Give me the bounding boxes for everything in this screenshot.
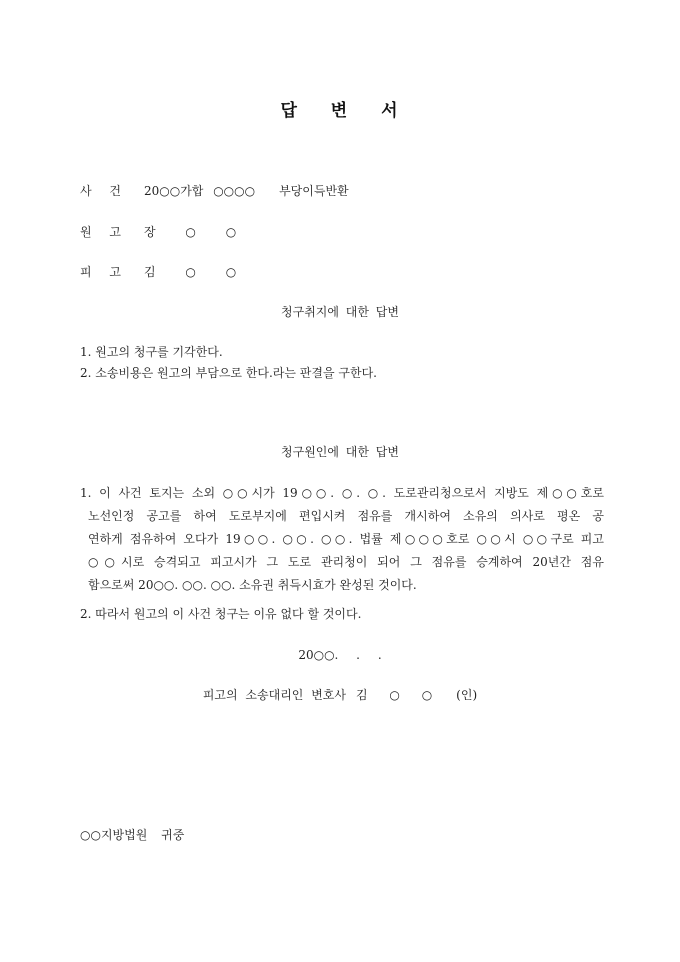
case-label: 사 건 xyxy=(80,184,121,198)
court-addressee: ○○지방법원 귀중 xyxy=(80,828,185,842)
case-number: 20○○가합 ○○○○ xyxy=(144,184,256,198)
signer-name: 김 ○ ○ xyxy=(356,688,433,702)
plaintiff-label: 원 고 xyxy=(80,225,121,239)
plaintiff-name: 장 ○ ○ xyxy=(144,225,237,239)
claim-purpose-item-1: 1. 원고의 청구를 기각한다. xyxy=(80,345,223,359)
signer-role: 피고의 소송대리인 변호사 xyxy=(202,688,346,702)
claim-purpose-heading: 청구취지에 대한 답변 xyxy=(281,305,399,319)
document-title: 답 변 서 xyxy=(280,101,400,121)
signature-line xyxy=(0,686,680,704)
defendant-name: 김 ○ ○ xyxy=(144,265,237,279)
paragraph-line: ○○시로 승격되고 피고시가 그 도로 관리청이 되어 그 점유를 승계하여 20년간 점유 xyxy=(88,555,604,569)
case-field xyxy=(80,182,349,200)
seal-mark: (인) xyxy=(456,688,478,702)
paragraph-line: 노선인정 공고를 하여 도로부지에 편입시켜 점유를 개시하여 소유의 의사로 평온 공 xyxy=(88,509,604,523)
defendant-field xyxy=(80,263,236,281)
claim-purpose-item-2: 2. 소송비용은 원고의 부담으로 한다.라는 판결을 구한다. xyxy=(80,366,377,380)
paragraph-line: 함으로써 20○○. ○○. ○○. 소유권 취득시효가 완성된 것이다. xyxy=(88,578,417,592)
claim-cause-heading: 청구원인에 대한 답변 xyxy=(281,445,399,459)
document-date: 20○○. . . xyxy=(298,648,382,662)
paragraph-line: 연하게 점유하여 오다가 19○○. ○○. ○○. 법률 제○○○호로 ○○시 ○○구로 피고 xyxy=(88,532,604,546)
paragraph-line: 1. 이 사건 토지는 소외 ○○시가 19○○. ○. ○. 도로관리청으로서 지방도 제○○호로 xyxy=(80,486,604,500)
defendant-label: 피 고 xyxy=(80,265,121,279)
plaintiff-field xyxy=(80,223,236,241)
claim-cause-item-2: 2. 따라서 원고의 이 사건 청구는 이유 없다 할 것이다. xyxy=(80,607,362,621)
case-subject: 부당이득반환 xyxy=(279,184,349,198)
